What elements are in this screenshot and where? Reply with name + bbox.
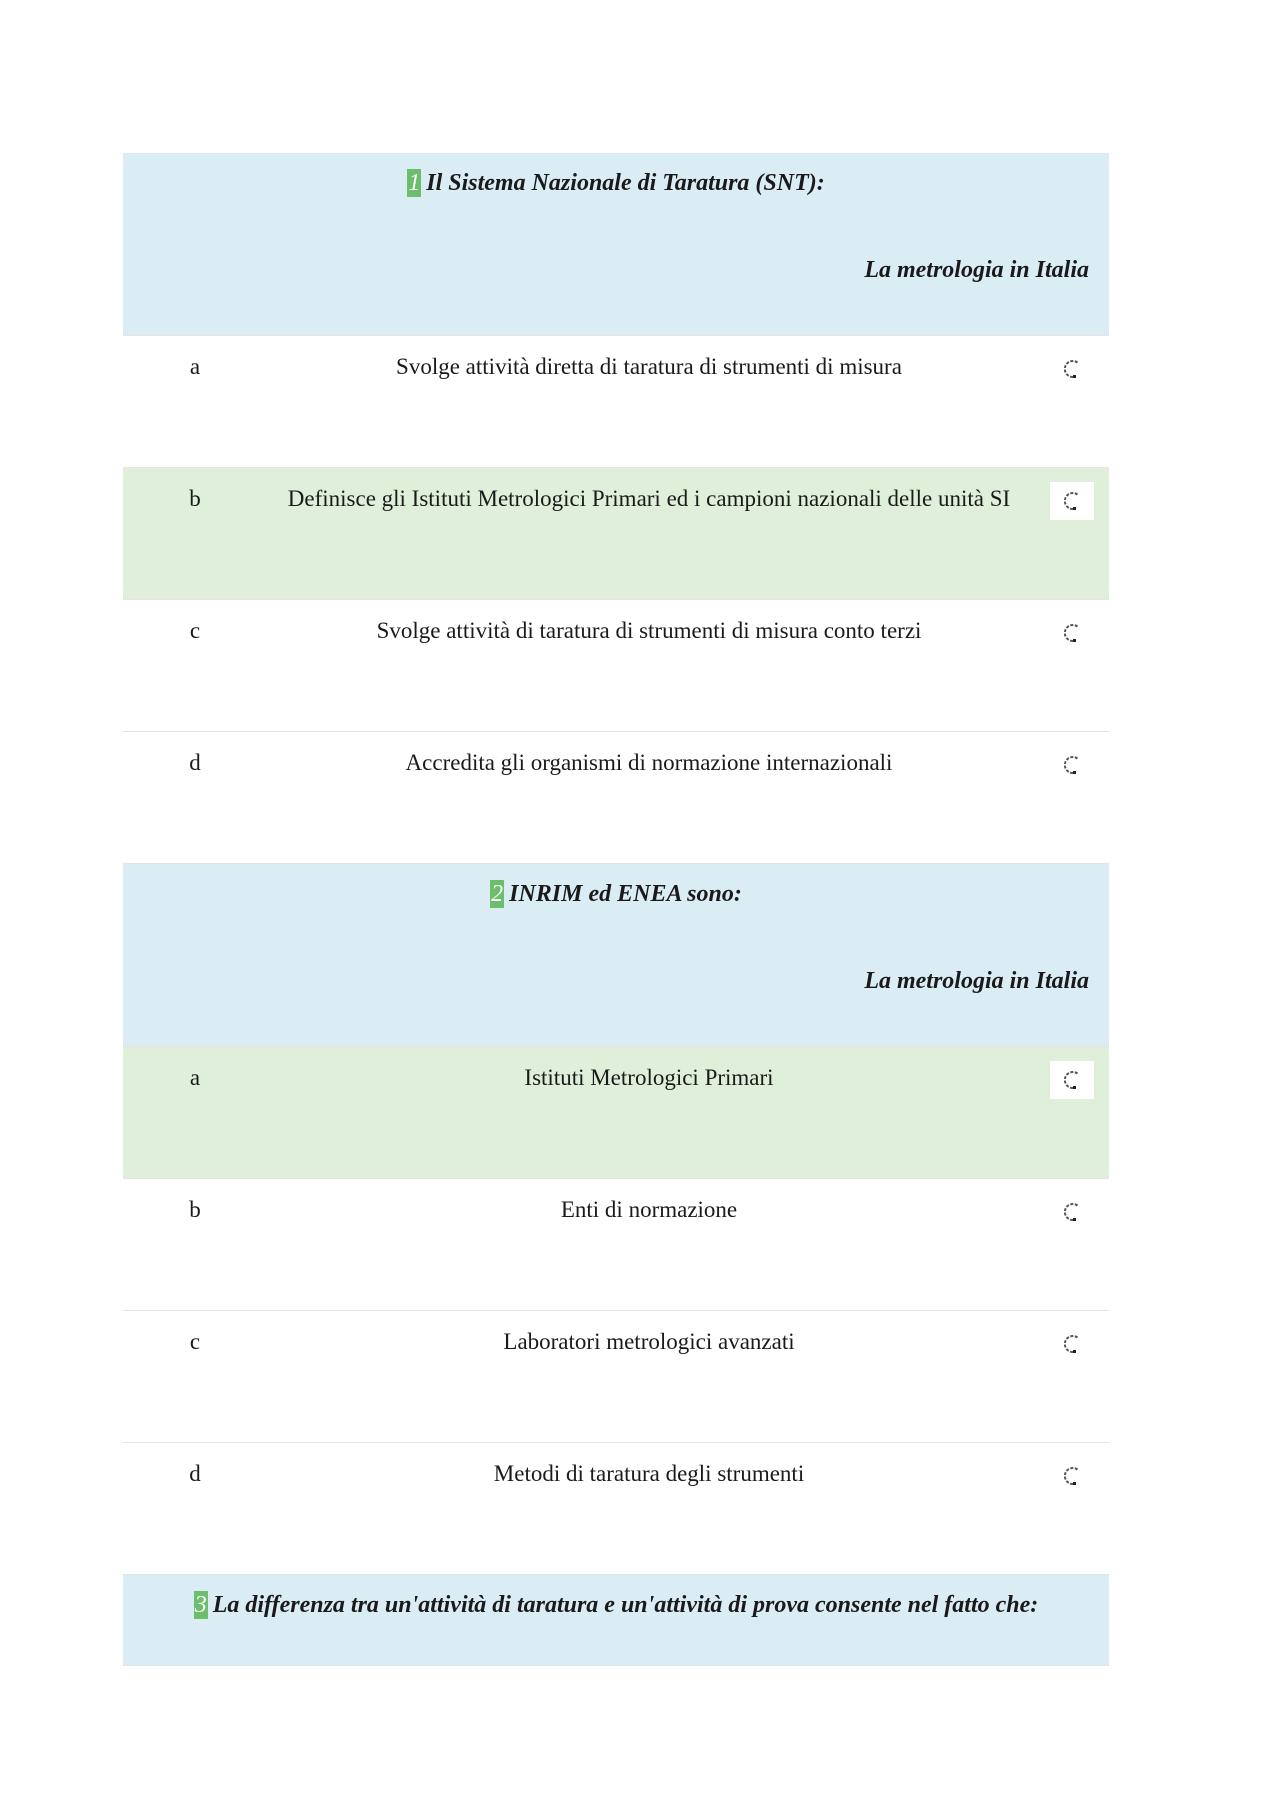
answer-text: Svolge attività diretta di taratura di strumenti di misura (396, 354, 902, 379)
answer-text: Enti di normazione (560, 1197, 738, 1222)
radio-button-icon[interactable] (1050, 1325, 1094, 1363)
answer-row-2b[interactable] (123, 1179, 1109, 1311)
answer-row-2c[interactable] (123, 1311, 1109, 1443)
question-title (143, 1589, 1089, 1623)
answer-letter: b (189, 486, 201, 511)
answer-row-2d[interactable] (123, 1443, 1109, 1575)
question-number-badge: 2 (491, 881, 504, 907)
answer-letter: d (189, 750, 201, 775)
answer-text: Accredita gli organismi di normazione internazionali (405, 750, 893, 775)
radio-button-icon[interactable] (1050, 1457, 1094, 1495)
question-text: La differenza tra un'attività di taratura e un'attività di prova consente nel fatto che: (212, 1592, 1039, 1618)
answer-letter: a (189, 354, 201, 379)
answer-row-1a[interactable] (123, 336, 1109, 468)
radio-button-icon[interactable] (1050, 746, 1094, 784)
radio-button-icon[interactable] (1050, 1061, 1094, 1099)
answer-text: Laboratori metrologici avanzati (503, 1329, 795, 1354)
answer-row-1b[interactable] (123, 468, 1109, 600)
question-header-2 (123, 864, 1109, 1047)
quiz (123, 153, 1109, 1666)
question-number-badge: 1 (408, 170, 421, 196)
question-topic: La metrologia in Italia (864, 257, 1089, 283)
answer-letter: b (189, 1197, 201, 1222)
radio-button-icon[interactable] (1050, 482, 1094, 520)
question-topic: La metrologia in Italia (864, 968, 1089, 994)
question-text: INRIM ed ENEA sono: (509, 881, 742, 907)
answer-text: Svolge attività di taratura di strumenti di misura conto terzi (376, 618, 922, 643)
radio-button-icon[interactable] (1050, 1193, 1094, 1231)
question-text: Il Sistema Nazionale di Taratura (SNT): (426, 170, 825, 196)
answer-text: Definisce gli Istituti Metrologici Primari ed i campioni nazionali delle unità SI (287, 486, 1011, 511)
answer-text: Metodi di taratura degli strumenti (493, 1461, 805, 1486)
answer-text: Istituti Metrologici Primari (524, 1065, 774, 1090)
answer-row-1c[interactable] (123, 600, 1109, 732)
answer-row-1d[interactable] (123, 732, 1109, 864)
answer-letter: c (189, 618, 201, 643)
answer-letter: a (189, 1065, 201, 1090)
question-title (143, 167, 1089, 201)
answer-letter: c (189, 1329, 201, 1354)
question-header-3 (123, 1575, 1109, 1666)
question-number-badge: 3 (194, 1592, 207, 1618)
answer-row-2a[interactable] (123, 1047, 1109, 1179)
question-header-1 (123, 153, 1109, 336)
question-title (143, 878, 1089, 912)
radio-button-icon[interactable] (1050, 350, 1094, 388)
radio-button-icon[interactable] (1050, 614, 1094, 652)
answer-letter: d (189, 1461, 201, 1486)
